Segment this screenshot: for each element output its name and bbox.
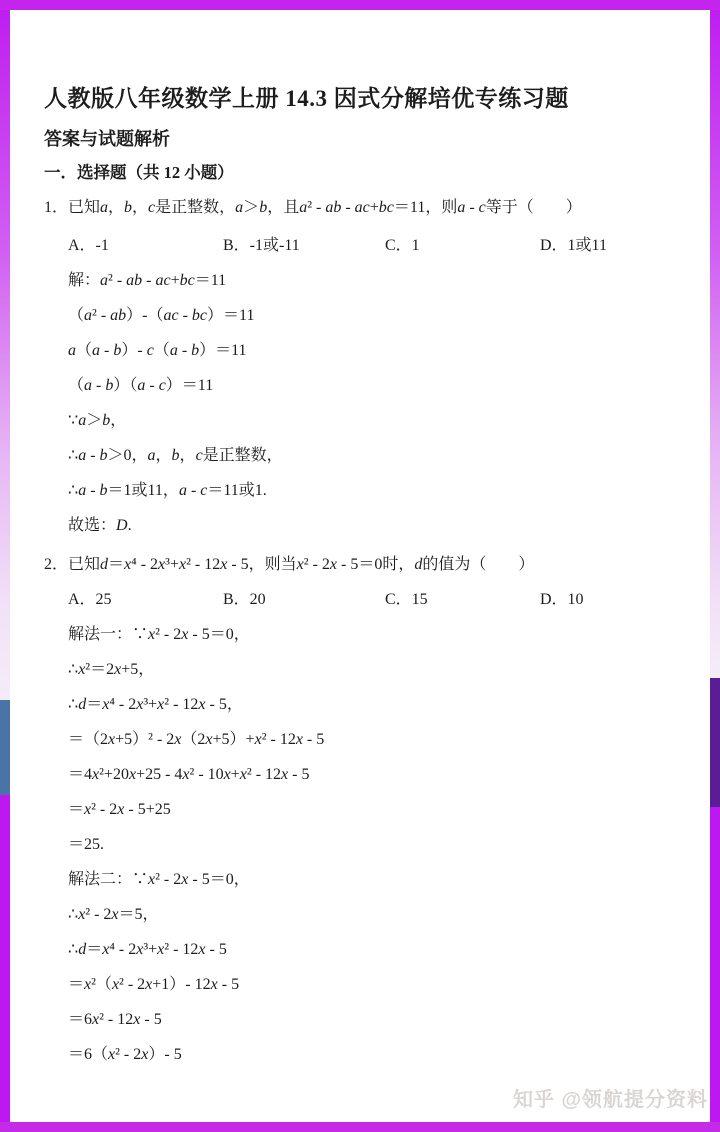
solution-line: 解：a² - ab - ac+bc＝11: [68, 272, 227, 289]
solution-line: （a² - ab）-（ac - bc）＝11: [68, 307, 255, 324]
document-content: [10, 10, 710, 1072]
solution-line: （a - b）（a - c）＝11: [68, 377, 214, 394]
solution-line: ∴a - b＝1或11，a - c＝11或1.: [68, 482, 267, 499]
solution-line: ＝6x² - 12x - 5: [68, 1011, 162, 1028]
question-2-stem: 2．已知d＝x⁴ - 2x³+x² - 12x - 5，则当x² - 2x - 5＝0时，d的值为（ ）: [44, 556, 535, 573]
solution-line: ＝6（x² - 2x）- 5: [68, 1046, 182, 1063]
solution-line: a（a - b）- c（a - b）＝11: [68, 342, 247, 359]
solution-line: ＝4x²+20x+25 - 4x² - 10x+x² - 12x - 5: [68, 766, 310, 783]
question-2-options: [44, 582, 692, 617]
solution-line: ∴a - b＞0，a，b，c是正整数，: [68, 447, 283, 464]
solution-line: ∴d＝x⁴ - 2x³+x² - 12x - 5: [68, 941, 227, 958]
section-heading: 一．选择题（共 12 小题）: [44, 163, 234, 182]
option-c: C．15: [385, 591, 428, 608]
solution-line: ＝25.: [68, 836, 105, 853]
solution-line: ∴x² - 2x＝5，: [68, 906, 159, 923]
solution-line: 解法二：∵x² - 2x - 5＝0，: [68, 871, 250, 888]
solution-line: ＝（2x+5）² - 2x（2x+5）+x² - 12x - 5: [68, 731, 325, 748]
option-d: D．1或11: [540, 237, 607, 254]
left-accent-blue-bar: [0, 700, 10, 795]
solution-line: 解法一：∵x² - 2x - 5＝0，: [68, 626, 250, 643]
border-bottom-band: [0, 1122, 720, 1132]
doc-title: 人教版八年级数学上册 14.3 因式分解培优专练习题: [44, 86, 569, 111]
right-accent-purple-bar: [710, 678, 720, 807]
solution-line: ∵a＞b，: [68, 412, 127, 429]
doc-subtitle: 答案与试题解析: [44, 129, 170, 149]
option-c: C．1: [385, 237, 420, 254]
question-1-options: [44, 228, 692, 263]
option-b: B．-1或-11: [223, 237, 300, 254]
solution-line: 故选：D.: [68, 517, 132, 534]
solution-line: ∴d＝x⁴ - 2x³+x² - 12x - 5，: [68, 696, 243, 713]
zhihu-watermark: 知乎 @领航提分资料: [512, 1089, 708, 1111]
right-accent-magenta-bar: [710, 807, 720, 1122]
option-a: A．25: [68, 591, 112, 608]
solution-line: ＝x²（x² - 2x+1）- 12x - 5: [68, 976, 240, 993]
option-b: B．20: [223, 591, 266, 608]
border-top-band: [0, 0, 720, 10]
document-page: [10, 10, 710, 1122]
solution-line: ＝x² - 2x - 5+25: [68, 801, 171, 818]
left-accent-magenta-bar: [0, 795, 10, 1122]
option-d: D．10: [540, 591, 584, 608]
option-a: A．-1: [68, 237, 109, 254]
question-1-stem: 1．已知a，b，c是正整数，a＞b，且a² - ab - ac+bc＝11，则a - c等于（ ）: [44, 199, 582, 216]
solution-line: ∴x²＝2x+5，: [68, 661, 155, 678]
